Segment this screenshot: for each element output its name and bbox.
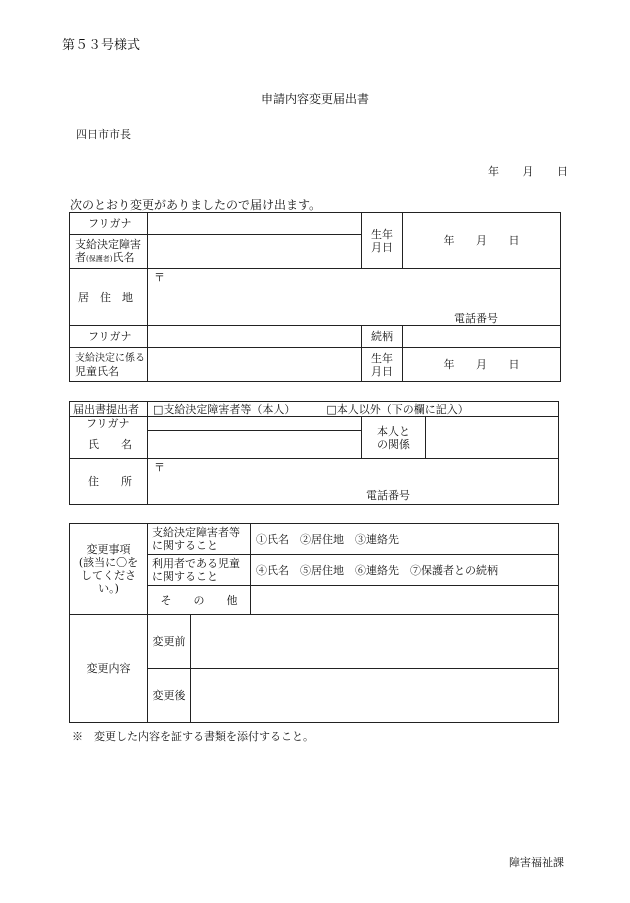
addressee: 四日市市長 bbox=[76, 128, 131, 141]
year-label: 年 bbox=[488, 165, 499, 178]
relation-to-self-label: 本人と の関係 bbox=[362, 417, 426, 459]
relation-field[interactable] bbox=[403, 326, 561, 348]
row1-label: 支給決定障害者等 に関すること bbox=[148, 524, 251, 555]
submitter-table bbox=[69, 401, 559, 505]
furigana-label: フリガナ bbox=[70, 213, 148, 235]
option-self-checkbox[interactable]: □支給決定障害者等（本人） bbox=[153, 402, 296, 416]
applicant-name-field[interactable] bbox=[148, 235, 362, 269]
applicant-name-label: 支給決定障害 者(保護者)氏名 bbox=[70, 235, 148, 269]
document-title: 申請内容変更届出書 bbox=[260, 92, 369, 106]
child-birth-date-field[interactable]: 年 月 日 bbox=[403, 348, 561, 382]
postal-mark: 〒 bbox=[154, 461, 165, 474]
submitter-furigana-label: フリガナ bbox=[70, 417, 148, 431]
change-content-label: 変更内容 bbox=[70, 615, 148, 723]
relation-label: 続柄 bbox=[362, 326, 403, 348]
change-items-label: 変更事項 (該当に〇を してくださ い。) bbox=[70, 524, 148, 615]
child-name-label: 支給決定に係る 児童氏名 bbox=[70, 348, 148, 382]
child-birth-label: 生年 月日 bbox=[362, 348, 403, 382]
submitter-name-field[interactable] bbox=[148, 431, 362, 459]
birth-date-field[interactable]: 年 月 日 bbox=[403, 213, 561, 269]
submitter-label: 届出書提出者 bbox=[70, 402, 148, 417]
submitter-address-field[interactable] bbox=[148, 459, 559, 505]
child-furigana-field[interactable] bbox=[148, 326, 362, 348]
row3-label: そ の 他 bbox=[148, 586, 251, 615]
row2-label: 利用者である児童 に関すること bbox=[148, 555, 251, 586]
date-line bbox=[488, 163, 568, 179]
row1-options[interactable]: ①氏名 ②居住地 ③連絡先 bbox=[251, 524, 559, 555]
phone-label: 電話番号 bbox=[454, 312, 498, 325]
residence-field[interactable] bbox=[148, 269, 561, 326]
row2-options[interactable]: ④氏名 ⑤居住地 ⑥連絡先 ⑦保護者との続柄 bbox=[251, 555, 559, 586]
form-number: 第５３号様式 bbox=[62, 38, 141, 53]
submitter-name-label: 氏 名 bbox=[70, 431, 148, 459]
relation-to-self-field[interactable] bbox=[426, 417, 559, 459]
submitter-address-label: 住 所 bbox=[70, 459, 148, 505]
child-furigana-label: フリガナ bbox=[70, 326, 148, 348]
postal-mark: 〒 bbox=[154, 271, 165, 284]
before-label: 変更前 bbox=[148, 615, 191, 669]
birth-label: 生年 月日 bbox=[362, 213, 403, 269]
row3-field[interactable] bbox=[251, 586, 559, 615]
residence-label: 居 住 地 bbox=[70, 269, 148, 326]
submitter-furigana-field[interactable] bbox=[148, 417, 362, 431]
attachment-note: ※ 変更した内容を証する書類を添付すること。 bbox=[72, 730, 314, 743]
option-other-checkbox[interactable]: □本人以外（下の欄に記入） bbox=[326, 402, 469, 416]
department-label: 障害福祉課 bbox=[509, 856, 564, 869]
applicant-table bbox=[69, 212, 561, 382]
change-table bbox=[69, 523, 559, 723]
child-name-field[interactable] bbox=[148, 348, 362, 382]
intro-text: 次のとおり変更がありましたので届け出ます。 bbox=[70, 198, 322, 212]
submitter-options bbox=[148, 402, 559, 417]
month-label: 月 bbox=[522, 165, 534, 178]
furigana-field[interactable] bbox=[148, 213, 362, 235]
submitter-phone-label: 電話番号 bbox=[366, 489, 410, 502]
day-label: 日 bbox=[557, 165, 568, 178]
before-field[interactable] bbox=[191, 615, 559, 669]
after-field[interactable] bbox=[191, 669, 559, 723]
after-label: 変更後 bbox=[148, 669, 191, 723]
